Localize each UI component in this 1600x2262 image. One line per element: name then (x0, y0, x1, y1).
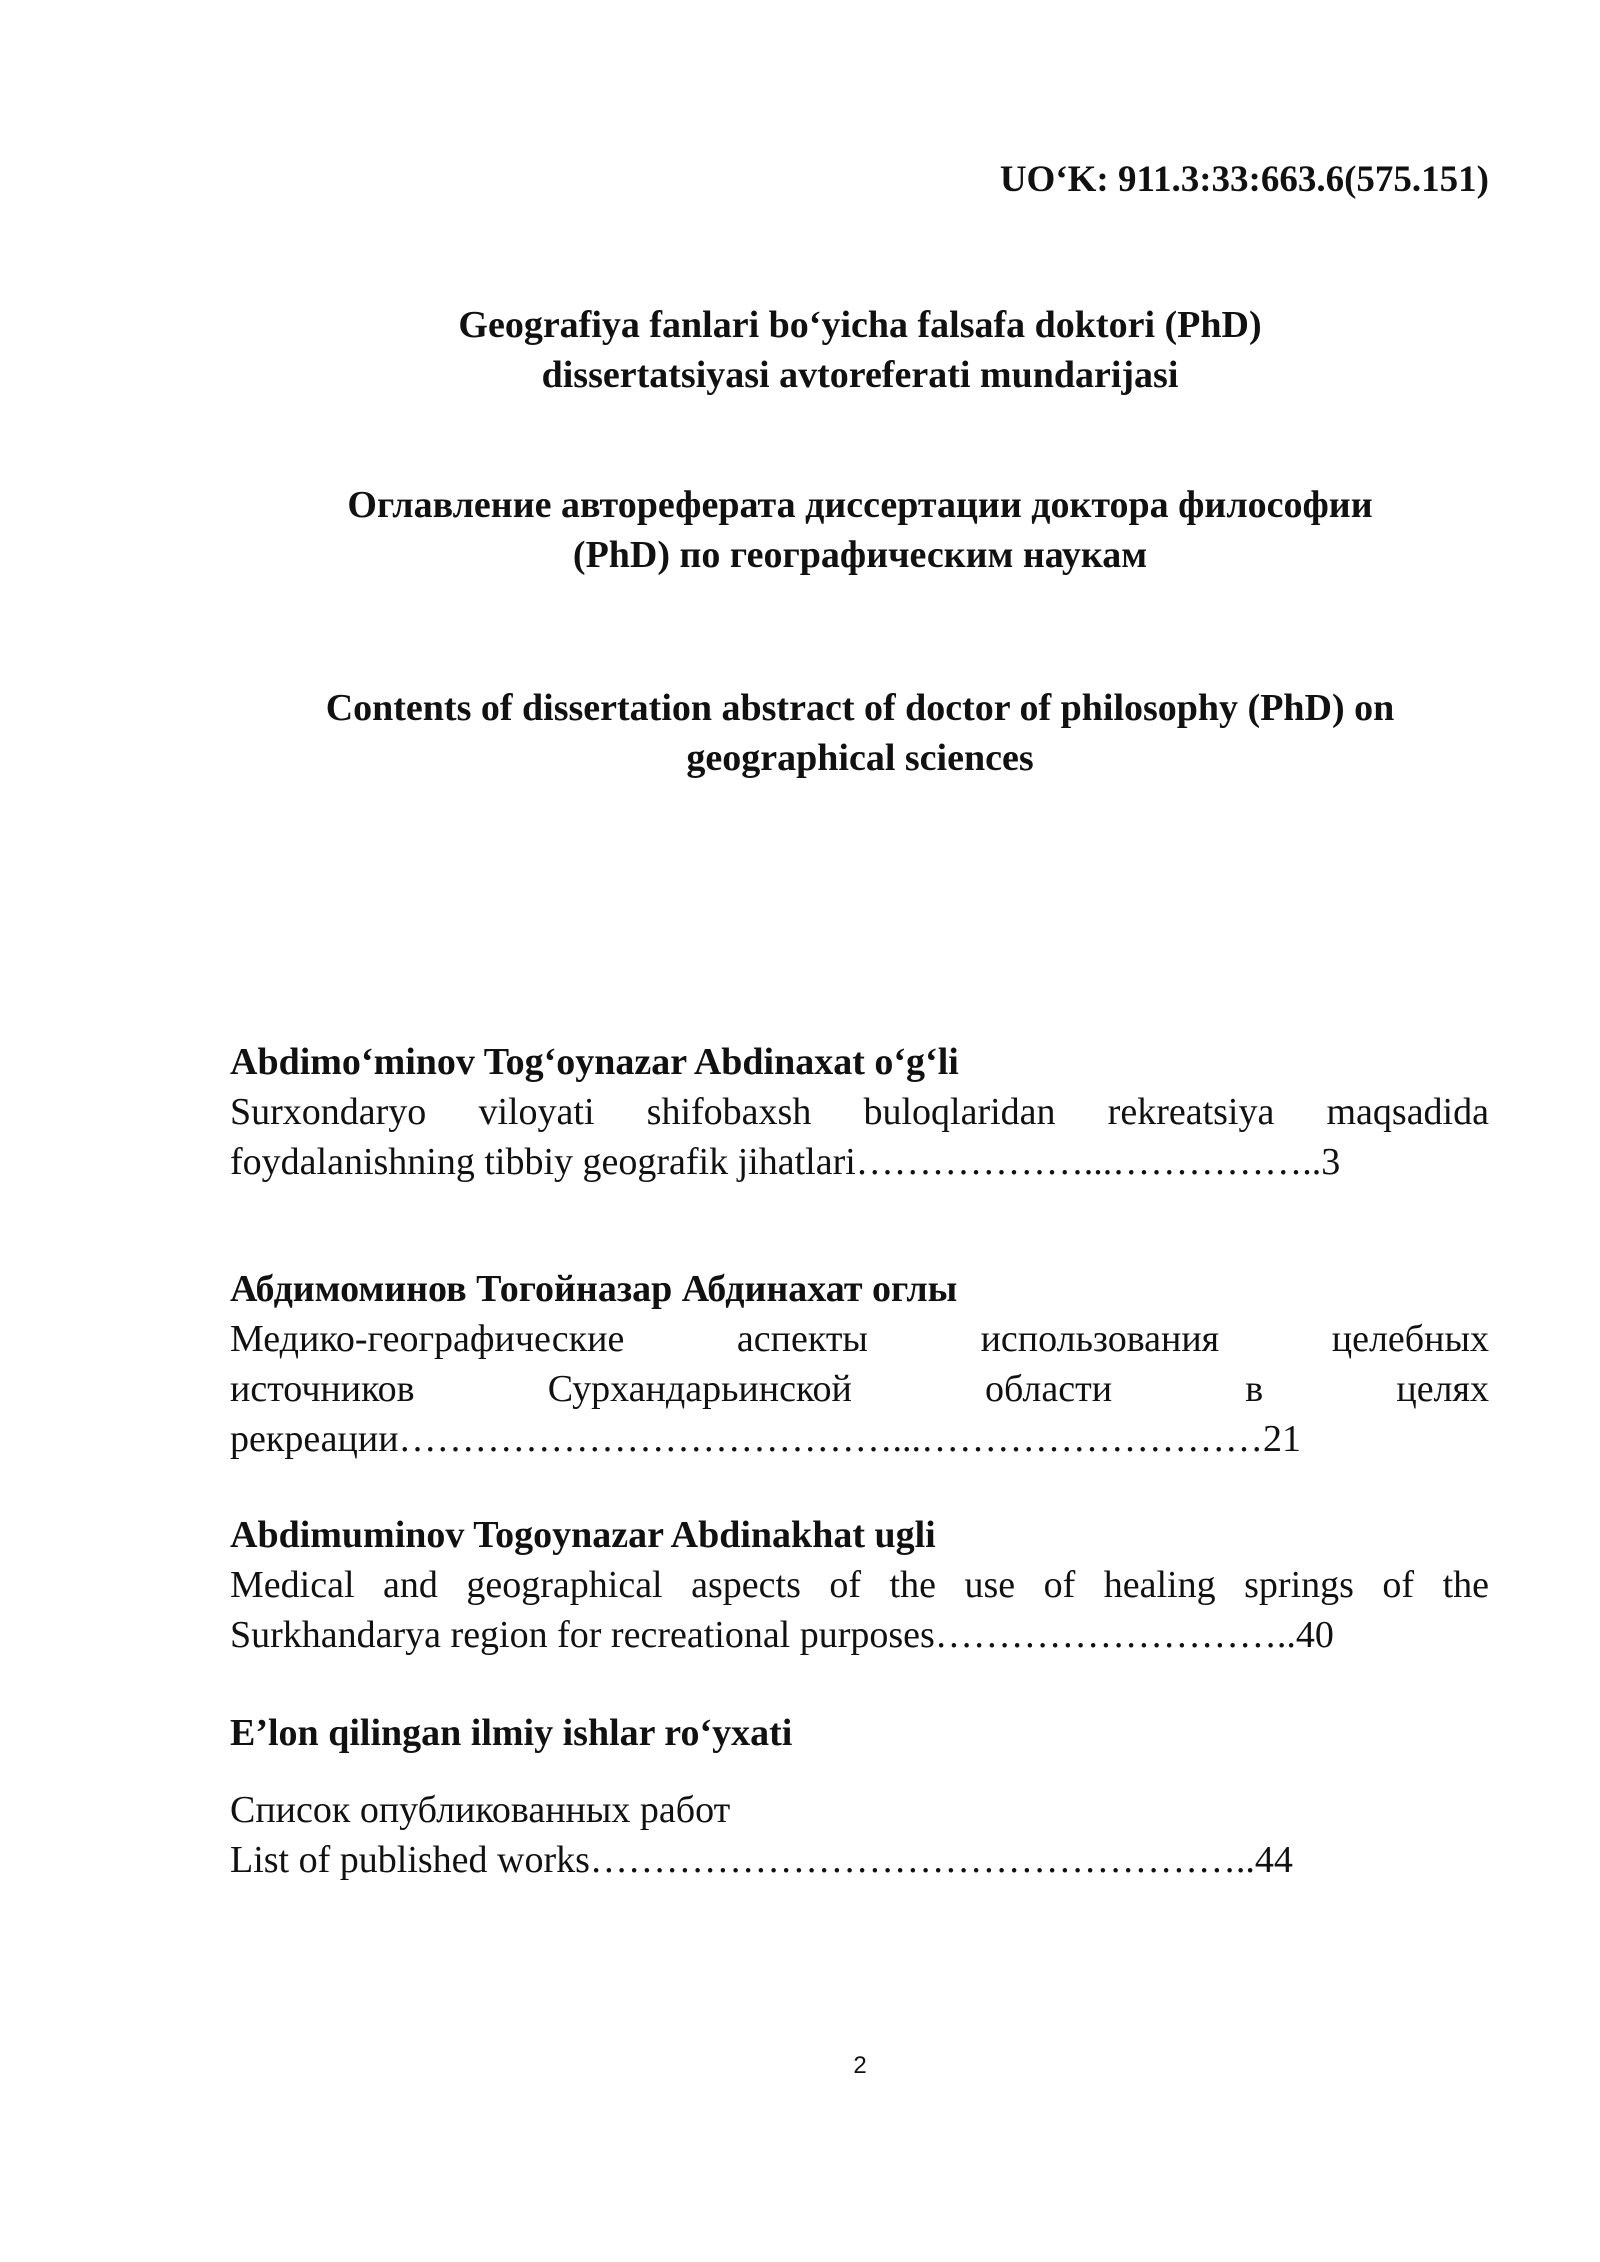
toc-entry-publications (230, 1708, 1489, 1758)
entry-title-line: источников Сурхандарьинской области в целях (230, 1368, 1489, 1410)
heading-english (0, 683, 1600, 783)
heading-russian (0, 480, 1600, 580)
entry-title-line-with-page: Surkhandarya region for recreational purposes………………………..40 (230, 1614, 1334, 1656)
heading-russian-line-1: Оглавление автореферата диссертации доктора философии (347, 484, 1373, 526)
entry-title (230, 1560, 1489, 1660)
entry-author: Abdimo‘minov Tog‘oynazar Abdinaxat o‘g‘li (230, 1041, 959, 1083)
heading-uzbek-line-2: dissertatsiyasi avtoreferati mundarijasi (541, 354, 1179, 396)
heading-russian-line-2: (PhD) по географическим наукам (572, 534, 1148, 576)
heading-uzbek-line-1: Geografiya fanlari bo‘yicha falsafa doktori (PhD) (458, 304, 1262, 346)
entry-title-line-with-page: foydalanishning tibbiy geografik jihatlari………………...……………..3 (230, 1141, 1341, 1183)
entry-title-line-with-page: рекреации…………………………………...………………………21 (230, 1418, 1302, 1460)
entry-title (230, 1314, 1489, 1464)
heading-english-line-1: Contents of dissertation abstract of doctor of philosophy (PhD) on (325, 687, 1395, 729)
toc-entry-russian (230, 1264, 1489, 1464)
heading-uzbek (0, 300, 1600, 400)
entry-title-line: Медико-географические аспекты использования целебных (230, 1318, 1489, 1360)
page-number: 2 (853, 2052, 867, 2079)
entry-title (230, 1087, 1489, 1187)
publications-label-russian: Список опубликованных работ (230, 1789, 731, 1831)
entry-title-line: Surxondaryo viloyati shifobaxsh buloqlaridan rekreatsiya maqsadida (230, 1091, 1489, 1133)
toc-entry-uzbek (230, 1037, 1489, 1187)
entry-author: Абдимоминов Тогойназар Абдинахат оглы (230, 1268, 958, 1310)
udc-code: UO‘K: 911.3:33:663.6(575.151) (999, 159, 1489, 200)
heading-english-line-2: geographical sciences (686, 737, 1034, 779)
toc-entry-english (230, 1510, 1489, 1660)
publications-list (230, 1785, 1489, 1885)
publications-heading: E’lon qilingan ilmiy ishlar ro‘yxati (230, 1712, 793, 1754)
entry-title-line: Medical and geographical aspects of the use of healing springs of the (230, 1564, 1489, 1606)
entry-author: Abdimuminov Togoynazar Abdinakhat ugli (230, 1514, 936, 1556)
publications-label-english: List of published works……………………………………………..44 (230, 1839, 1293, 1881)
